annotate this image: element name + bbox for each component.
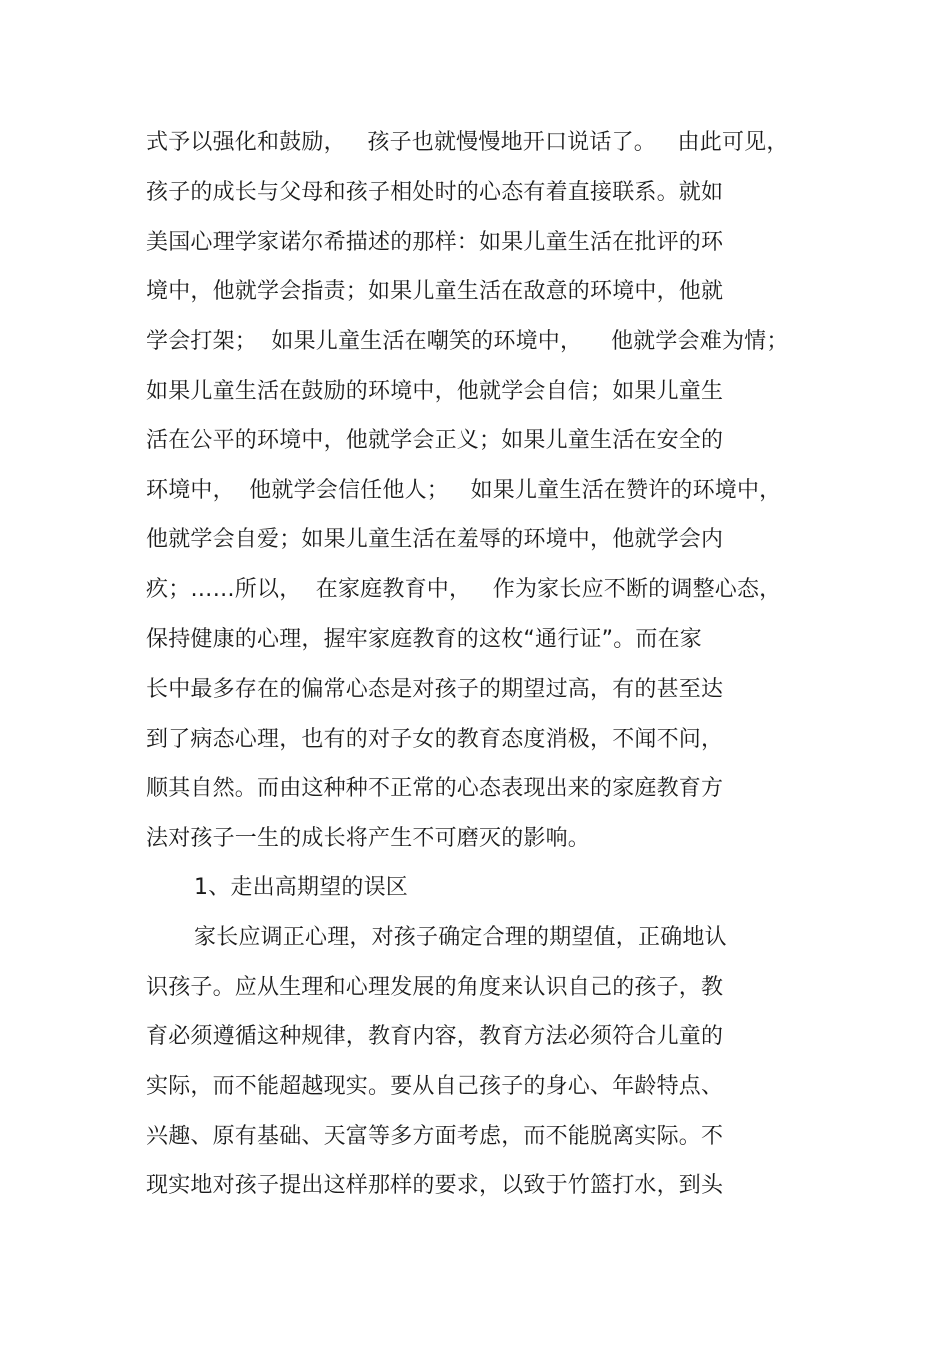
text-line: 家长应调正心理，对孩子确定合理的期望值，正确地认 <box>194 925 727 950</box>
text-line: 保持健康的心理，握牢家庭教育的这枚“通行证”。而在家 <box>146 627 702 652</box>
text-line: 美国心理学家诺尔希描述的那样：如果儿童生活在批评的环 <box>146 230 724 255</box>
text-line: 式予以强化和鼓励， 孩子也就慢慢地开口说话了。 由此可见， <box>146 130 789 155</box>
text-line: 识孩子。应从生理和心理发展的角度来认识自己的孩子，教 <box>146 975 724 1000</box>
text-line: 到了病态心理，也有的对子女的教育态度消极，不闻不问， <box>146 727 724 752</box>
text-line: 孩子的成长与父母和孩子相处时的心态有着直接联系。就如 <box>146 180 724 205</box>
text-line: 他就学会自爱；如果儿童生活在羞辱的环境中，他就学会内 <box>146 527 724 552</box>
text-line: 学会打架； 如果儿童生活在嘲笑的环境中， 他就学会难为情； <box>146 329 789 354</box>
text-line: 疚；……所以， 在家庭教育中， 作为家长应不断的调整心态， <box>146 577 782 602</box>
text-line: 兴趣、原有基础、天富等多方面考虑，而不能脱离实际。不 <box>146 1124 724 1149</box>
text-line: 顺其自然。而由这种种不正常的心态表现出来的家庭教育方 <box>146 776 724 801</box>
text-line: 境中，他就学会指责；如果儿童生活在敌意的环境中，他就 <box>146 279 724 304</box>
text-line: 长中最多存在的偏常心态是对孩子的期望过高，有的甚至达 <box>146 677 724 702</box>
text-line: 法对孩子一生的成长将产生不可磨灭的影响。 <box>146 826 591 851</box>
text-line: 现实地对孩子提出这样那样的要求，以致于竹篮打水，到头 <box>146 1173 724 1198</box>
text-line: 育必须遵循这种规律，教育内容，教育方法必须符合儿童的 <box>146 1024 724 1049</box>
text-line: 如果儿童生活在鼓励的环境中，他就学会自信；如果儿童生 <box>146 379 724 404</box>
section-heading: 1、走出高期望的误区 <box>194 875 408 900</box>
text-line: 活在公平的环境中，他就学会正义；如果儿童生活在安全的 <box>146 428 724 453</box>
text-line: 环境中， 他就学会信任他人； 如果儿童生活在赞许的环境中， <box>146 478 782 503</box>
text-line: 实际，而不能超越现实。要从自己孩子的身心、年龄特点、 <box>146 1074 724 1099</box>
